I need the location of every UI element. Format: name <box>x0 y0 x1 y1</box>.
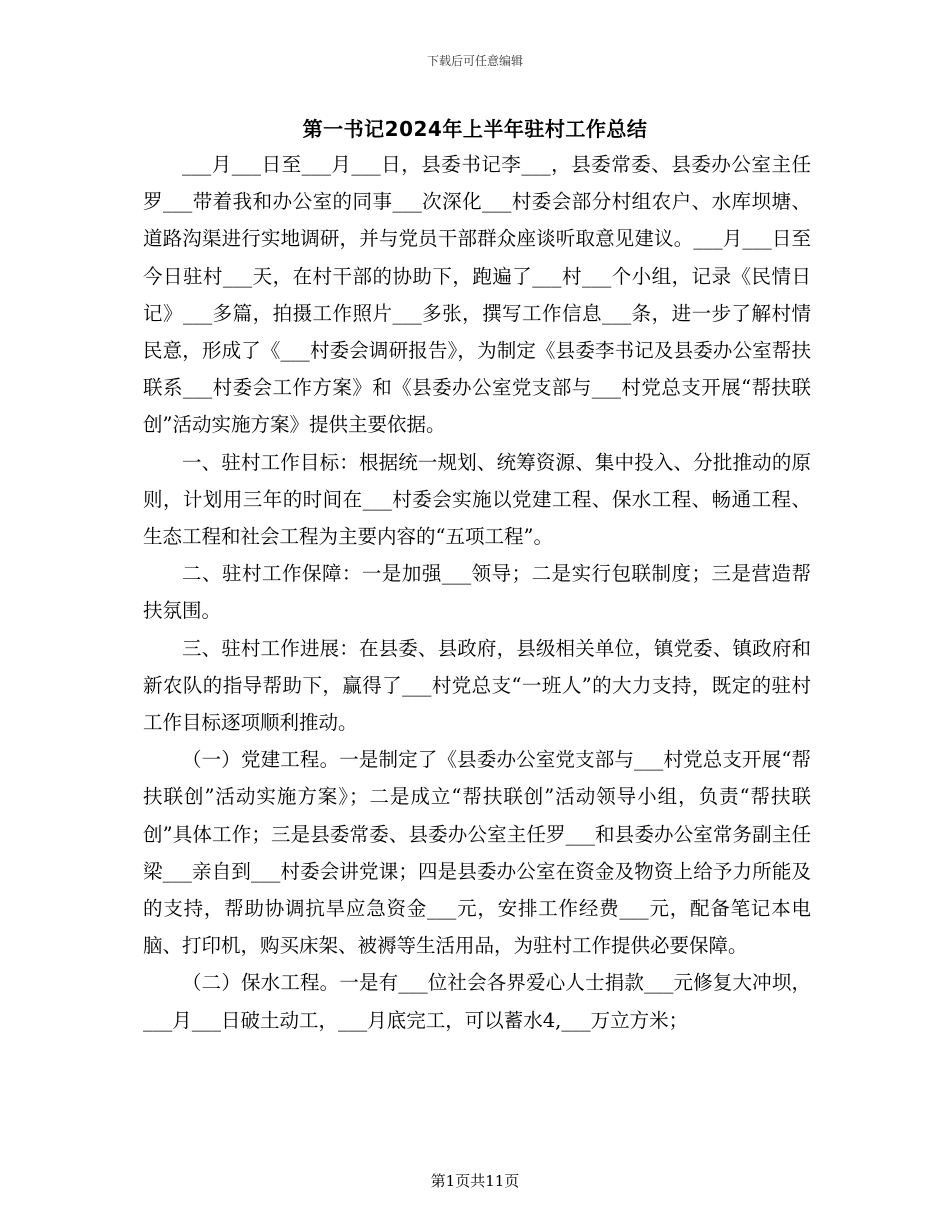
document-body <box>143 146 811 1039</box>
page-number: 第1页共11页 <box>430 1172 520 1190</box>
paragraph-goal: 一、驻村工作目标：根据统一规划、统筹资源、集中投入、分批推动的原则，计划用三年的时间在___村委会实施以党建工程、保水工程、畅通工程、生态工程和社会工程为主要内容的“五项工程”。 <box>143 450 811 549</box>
paragraph-progress: 三、驻村工作进展：在县委、县政府，县级相关单位，镇党委、镇政府和新农队的指导帮助下，赢得了___村党总支“一班人”的大力支持，既定的驻村工作目标逐项顺利推动。 <box>143 636 811 735</box>
paragraph-intro: ___月___日至___月___日，县委书记李___，县委常委、县委办公室主任罗___带着我和办公室的同事___次深化___村委会部分村组农户、水库坝塘、道路沟渠进行实地调研，并与党员干部群众座谈听取意见建议。___月___日至今日驻村___天，在村干部的协助下，跑遍了___村___个小组，记录《民情日记》___多篇，拍摄工作照片___多张，撰写工作信息___条，进一步了解村情民意，形成了《___村委会调研报告》，为制定《县委李书记及县委办公室帮扶联系___村委会工作方案》和《县委办公室党支部与___村党总支开展“帮扶联创”活动实施方案》提供主要依据。 <box>143 153 811 437</box>
page-header-note: 下载后可任意编辑 <box>426 54 523 68</box>
document-title: 第一书记2024年上半年驻村工作总结 <box>302 117 648 141</box>
paragraph-party-building: （一）党建工程。一是制定了《县委办公室党支部与___村党总支开展“帮扶联创”活动实施方案》；二是成立“帮扶联创”活动领导小组，负责“帮扶联创”具体工作；三是县委常委、县委办公室主任罗___和县委办公室常务副主任梁___亲自到___村委会讲党课；四是县委办公室在资金及物资上给予力所能及的支持，帮助协调抗旱应急资金___元，安排工作经费___元，配备笔记本电脑、打印机，购买床架、被褥等生活用品，为驻村工作提供必要保障。 <box>143 748 811 958</box>
paragraph-water-conservation: （二）保水工程。一是有___位社会各界爱心人士捐款___元修复大冲坝，___月___日破土动工，___月底完工，可以蓄水4,___万立方米； <box>143 971 811 1032</box>
paragraph-guarantee: 二、驻村工作保障：一是加强___领导；二是实行包联制度；三是营造帮扶氛围。 <box>143 562 811 623</box>
